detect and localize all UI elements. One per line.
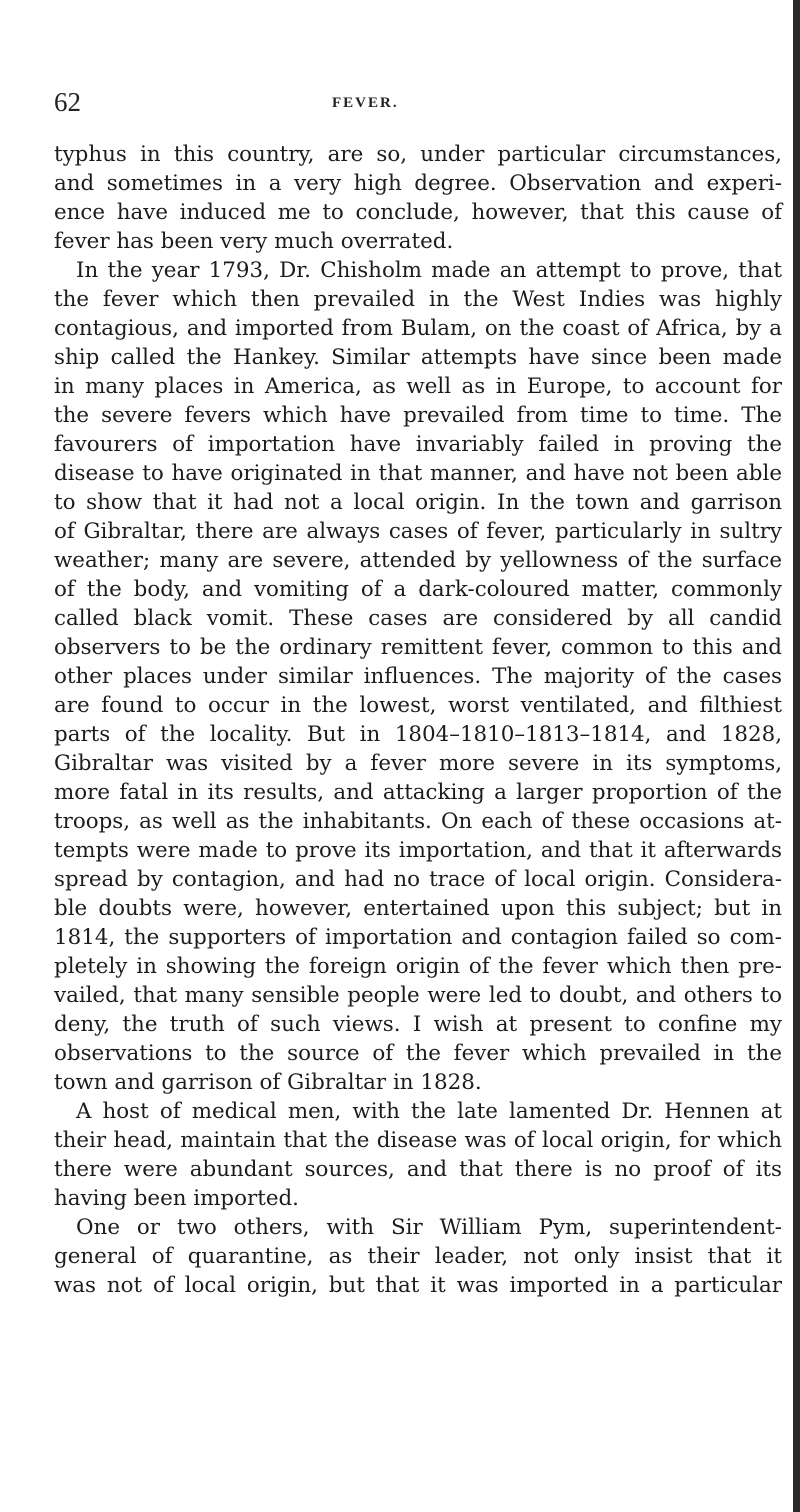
paragraph-start-line: A host of medical men, with the late lamented Dr. Hennen at bbox=[76, 1099, 782, 1124]
text-line: are found to occur in the lowest, worst ventilated, and filthiest bbox=[54, 693, 782, 718]
text-line: called black vomit. These cases are considered by all candid bbox=[54, 606, 782, 631]
text-line: contagious, and imported from Bulam, on the coast of Africa, by a bbox=[54, 316, 782, 341]
text-line: 1814, the supporters of importation and contagion failed so com- bbox=[54, 925, 782, 950]
text-line: pletely in showing the foreign origin of the fever which then pre- bbox=[54, 954, 782, 979]
text-line: there were abundant sources, and that there is no proof of its bbox=[54, 1157, 782, 1182]
text-line: parts of the locality. But in 1804–1810–1813–1814, and 1828, bbox=[54, 722, 782, 747]
text-line: typhus in this country, are so, under particular circumstances, bbox=[54, 142, 782, 167]
text-line: in many places in America, as well as in Europe, to account for bbox=[54, 374, 782, 399]
paragraph-start-line: In the year 1793, Dr. Chisholm made an attempt to prove, that bbox=[76, 258, 782, 283]
text-line: observers to be the ordinary remittent fever, common to this and bbox=[54, 635, 782, 660]
body-text bbox=[54, 140, 782, 1300]
page-number: 62 bbox=[54, 87, 81, 117]
text-line: vailed, that many sensible people were led to doubt, and others to bbox=[54, 983, 782, 1008]
text-line: ship called the Hankey. Similar attempts have since been made bbox=[54, 345, 782, 370]
text-line: was not of local origin, but that it was imported in a particular bbox=[54, 1273, 782, 1298]
paragraph-end-line: town and garrison of Gibraltar in 1828. bbox=[54, 1070, 482, 1095]
text-line: weather; many are severe, attended by yellowness of the surface bbox=[54, 548, 782, 573]
text-line: and sometimes in a very high degree. Observation and experi- bbox=[54, 171, 782, 196]
text-line: troops, as well as the inhabitants. On each of these occasions at- bbox=[54, 809, 782, 834]
text-line: ble doubts were, however, entertained upon this subject; but in bbox=[54, 896, 782, 921]
text-line: observations to the source of the fever which prevailed in the bbox=[54, 1041, 782, 1066]
text-line: of Gibraltar, there are always cases of fever, particularly in sultry bbox=[54, 519, 782, 544]
text-line: to show that it had not a local origin. In the town and garrison bbox=[54, 490, 782, 515]
text-line: spread by contagion, and had no trace of local origin. Considera- bbox=[54, 867, 782, 892]
text-line: of the body, and vomiting of a dark-coloured matter, commonly bbox=[54, 577, 782, 602]
text-line: deny, the truth of such views. I wish at present to confine my bbox=[54, 1012, 782, 1037]
text-line: favourers of importation have invariably failed in proving the bbox=[54, 432, 782, 457]
running-header bbox=[54, 84, 764, 124]
text-line: the severe fevers which have prevailed from time to time. The bbox=[54, 403, 782, 428]
page-edge-shadow bbox=[793, 0, 800, 1512]
text-line: their head, maintain that the disease was of local origin, for which bbox=[54, 1128, 782, 1153]
paragraph-end-line: having been imported. bbox=[54, 1186, 299, 1211]
text-line: disease to have originated in that manner, and have not been able bbox=[54, 461, 782, 486]
paragraph-start-line: One or two others, with Sir William Pym, superintendent- bbox=[76, 1215, 782, 1240]
text-line: other places under similar influences. The majority of the cases bbox=[54, 664, 782, 689]
text-line: the fever which then prevailed in the West Indies was highly bbox=[54, 287, 782, 312]
text-line: general of quarantine, as their leader, not only insist that it bbox=[54, 1244, 782, 1269]
text-line: more fatal in its results, and attacking a larger proportion of the bbox=[54, 780, 782, 805]
text-line: tempts were made to prove its importation, and that it afterwards bbox=[54, 838, 782, 863]
text-line: Gibraltar was visited by a fever more severe in its symptoms, bbox=[54, 751, 782, 776]
running-title: FEVER. bbox=[332, 95, 399, 111]
paragraph-end-line: fever has been very much overrated. bbox=[54, 229, 454, 254]
text-line: ence have induced me to conclude, however, that this cause of bbox=[54, 200, 782, 225]
